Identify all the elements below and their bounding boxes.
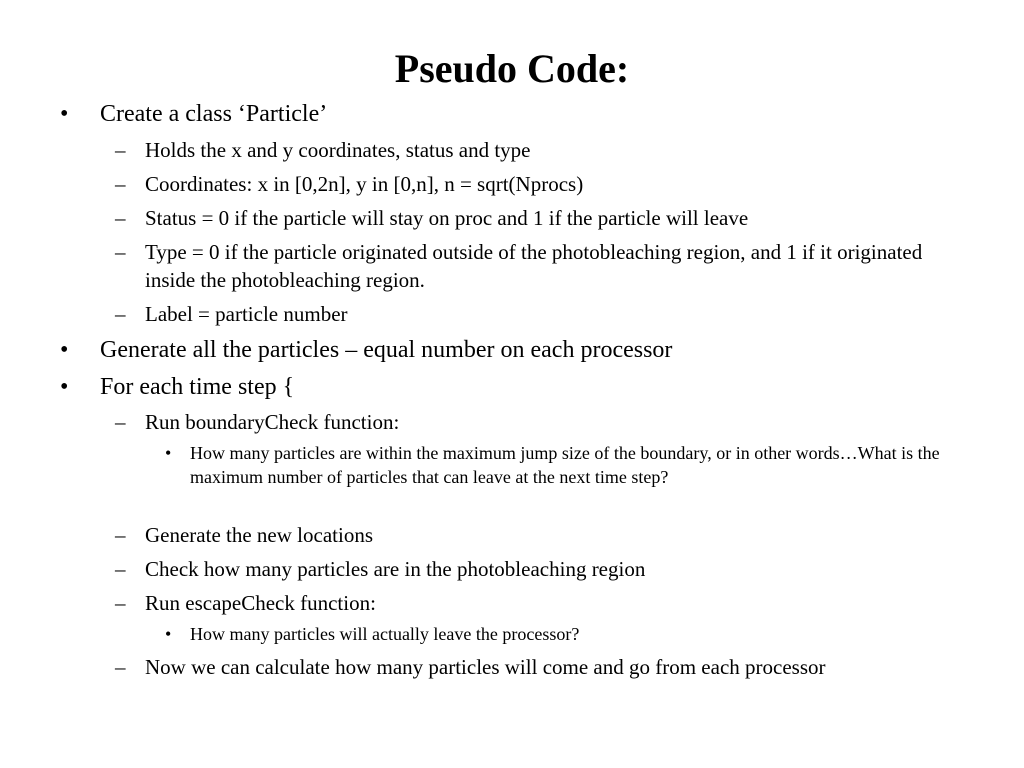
dash-marker: – bbox=[115, 523, 126, 547]
sub-item bbox=[115, 589, 975, 617]
bullet-marker: • bbox=[60, 374, 69, 400]
dash-marker: – bbox=[115, 557, 126, 581]
dash-marker: – bbox=[115, 206, 126, 230]
sub-sub-item bbox=[165, 622, 965, 646]
dash-marker: – bbox=[115, 240, 126, 264]
bullet-item bbox=[60, 373, 960, 401]
sub-item-text: Label = particle number bbox=[145, 302, 348, 326]
dash-marker: – bbox=[115, 172, 126, 196]
bullet-marker: • bbox=[60, 337, 69, 363]
sub-item bbox=[115, 170, 975, 198]
sub-sub-item-text: How many particles will actually leave the processor? bbox=[190, 624, 580, 644]
sub-item bbox=[115, 555, 975, 583]
bullet-text: Generate all the particles – equal number on each processor bbox=[100, 337, 673, 363]
bullet-text: For each time step { bbox=[100, 374, 295, 400]
sub-sub-item-text: How many particles are within the maximum jump size of the boundary, or in other words…What is the maximum number of particles that can leave at the next time step? bbox=[190, 443, 940, 487]
sub-item-text: Run escapeCheck function: bbox=[145, 591, 376, 615]
dash-marker: – bbox=[115, 655, 126, 679]
bullet-item bbox=[60, 336, 960, 364]
bullet-marker: • bbox=[60, 101, 69, 127]
sub-item bbox=[115, 238, 975, 294]
sub-item-text: Now we can calculate how many particles will come and go from each processor bbox=[145, 655, 826, 679]
bullet-marker: • bbox=[165, 624, 172, 644]
sub-item-text: Coordinates: x in [0,2n], y in [0,n], n = sqrt(Nprocs) bbox=[145, 172, 584, 196]
sub-item-text: Status = 0 if the particle will stay on proc and 1 if the particle will leave bbox=[145, 206, 749, 230]
dash-marker: – bbox=[115, 138, 126, 162]
sub-item bbox=[115, 521, 975, 549]
sub-sub-item bbox=[165, 441, 965, 489]
sub-item bbox=[115, 204, 975, 232]
sub-item bbox=[115, 300, 975, 328]
sub-item-text: Run boundaryCheck function: bbox=[145, 410, 400, 434]
sub-item bbox=[115, 136, 975, 164]
sub-item-text: Check how many particles are in the photobleaching region bbox=[145, 557, 646, 581]
sub-item bbox=[115, 408, 975, 436]
sub-item bbox=[115, 653, 875, 681]
dash-marker: – bbox=[115, 410, 126, 434]
sub-item-text: Generate the new locations bbox=[145, 523, 373, 547]
sub-item-text: Holds the x and y coordinates, status and type bbox=[145, 138, 531, 162]
bullet-text: Create a class ‘Particle’ bbox=[100, 101, 328, 127]
slide-title: Pseudo Code: bbox=[394, 46, 630, 91]
bullet-item bbox=[60, 100, 960, 128]
dash-marker: – bbox=[115, 302, 126, 326]
sub-item-text: Type = 0 if the particle originated outside of the photobleaching region, and 1 if it originated inside the photobleaching region. bbox=[145, 240, 923, 292]
dash-marker: – bbox=[115, 591, 126, 615]
bullet-marker: • bbox=[165, 443, 172, 463]
